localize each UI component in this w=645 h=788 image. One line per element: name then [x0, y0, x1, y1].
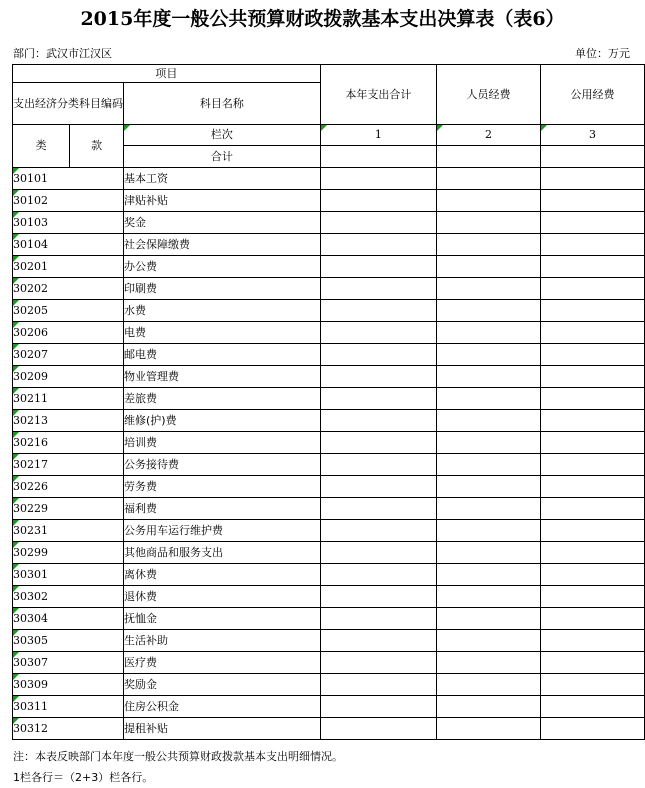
header-public: 公用经费 [541, 65, 645, 125]
row-value-cell [541, 322, 645, 344]
row-value-cell [541, 520, 645, 542]
row-code: 30307 [13, 652, 124, 674]
row-value-cell [437, 256, 541, 278]
row-code: 30209 [13, 366, 124, 388]
table-row [13, 454, 645, 476]
row-value-cell [320, 300, 436, 322]
row-subject-name: 公务用车运行维护费 [124, 520, 321, 542]
row-value-cell [541, 674, 645, 696]
row-value-cell [320, 586, 436, 608]
header-lei: 类 [13, 125, 70, 168]
row-value-cell [320, 674, 436, 696]
table-row [13, 520, 645, 542]
table-row [13, 256, 645, 278]
cell-marker-icon [437, 125, 443, 131]
cell-marker-icon [13, 520, 19, 526]
header-subject-name: 科目名称 [124, 83, 321, 125]
row-value-cell [320, 542, 436, 564]
header-total: 本年支出合计 [320, 65, 436, 125]
table-row [13, 718, 645, 740]
cell-marker-icon [13, 564, 19, 570]
row-code: 30206 [13, 322, 124, 344]
row-code: 30301 [13, 564, 124, 586]
row-code: 30302 [13, 586, 124, 608]
cell-marker-icon [13, 278, 19, 284]
row-code: 30103 [13, 212, 124, 234]
row-code: 30213 [13, 410, 124, 432]
row-value-cell [320, 652, 436, 674]
row-value-cell [541, 212, 645, 234]
row-value-cell [437, 520, 541, 542]
cell-marker-icon [13, 256, 19, 262]
table-row [13, 498, 645, 520]
row-subject-name: 公务接待费 [124, 454, 321, 476]
report-title: 2015年度一般公共预算财政拨款基本支出决算表（表6） [80, 8, 565, 30]
row-value-cell [437, 696, 541, 718]
row-value-cell [437, 652, 541, 674]
row-value-cell [320, 256, 436, 278]
row-subject-name: 物业管理费 [124, 366, 321, 388]
table-row [13, 300, 645, 322]
table-row [13, 322, 645, 344]
row-subject-name: 印刷费 [124, 278, 321, 300]
row-value-cell [437, 476, 541, 498]
row-value-cell [320, 212, 436, 234]
cell-marker-icon [13, 432, 19, 438]
row-value-cell [437, 608, 541, 630]
row-code: 30309 [13, 674, 124, 696]
row-code: 30304 [13, 608, 124, 630]
table-row [13, 586, 645, 608]
row-value-cell [541, 256, 645, 278]
cell-marker-icon [13, 366, 19, 372]
row-subject-name: 劳务费 [124, 476, 321, 498]
total-cell [437, 146, 541, 168]
row-value-cell [437, 542, 541, 564]
row-value-cell [541, 564, 645, 586]
row-value-cell [437, 190, 541, 212]
row-value-cell [437, 344, 541, 366]
row-value-cell [437, 630, 541, 652]
column-row-label: 栏次 [124, 125, 321, 146]
row-value-cell [320, 432, 436, 454]
row-value-cell [541, 432, 645, 454]
row-value-cell [437, 410, 541, 432]
row-code: 30207 [13, 344, 124, 366]
row-value-cell [320, 630, 436, 652]
header-personnel: 人员经费 [437, 65, 541, 125]
row-code: 30202 [13, 278, 124, 300]
expenditure-table [12, 64, 645, 740]
header-code-group: 支出经济分类科目编码 [13, 83, 124, 125]
row-value-cell [541, 300, 645, 322]
row-subject-name: 邮电费 [124, 344, 321, 366]
row-value-cell [541, 542, 645, 564]
cell-marker-icon [321, 125, 327, 131]
row-value-cell [541, 652, 645, 674]
cell-marker-icon [13, 630, 19, 636]
cell-marker-icon [541, 125, 547, 131]
row-value-cell [320, 366, 436, 388]
row-value-cell [320, 234, 436, 256]
row-value-cell [541, 586, 645, 608]
row-value-cell [437, 212, 541, 234]
row-value-cell [541, 718, 645, 740]
table-row [13, 234, 645, 256]
cell-marker-icon [13, 322, 19, 328]
row-code: 30299 [13, 542, 124, 564]
table-row [13, 674, 645, 696]
row-value-cell [541, 454, 645, 476]
row-subject-name: 退休费 [124, 586, 321, 608]
row-code: 30311 [13, 696, 124, 718]
cell-marker-icon [13, 498, 19, 504]
row-value-cell [320, 278, 436, 300]
row-code: 30305 [13, 630, 124, 652]
row-code: 30217 [13, 454, 124, 476]
row-value-cell [320, 498, 436, 520]
row-code: 30201 [13, 256, 124, 278]
row-value-cell [320, 520, 436, 542]
cell-marker-icon [13, 300, 19, 306]
row-subject-name: 其他商品和服务支出 [124, 542, 321, 564]
row-code: 30101 [13, 168, 124, 190]
row-value-cell [437, 564, 541, 586]
row-value-cell [320, 168, 436, 190]
row-code: 30312 [13, 718, 124, 740]
cell-marker-icon [13, 608, 19, 614]
row-subject-name: 福利费 [124, 498, 321, 520]
row-value-cell [320, 608, 436, 630]
row-value-cell [320, 476, 436, 498]
row-value-cell [320, 322, 436, 344]
row-value-cell [437, 432, 541, 454]
total-label: 合计 [124, 146, 321, 168]
row-subject-name: 津贴补贴 [124, 190, 321, 212]
row-value-cell [437, 322, 541, 344]
column-number-3: 3 [541, 125, 645, 146]
row-value-cell [437, 454, 541, 476]
table-row [13, 388, 645, 410]
row-subject-name: 维修(护)费 [124, 410, 321, 432]
unit-label: 单位：万元 [575, 47, 630, 60]
row-subject-name: 水费 [124, 300, 321, 322]
table-row [13, 212, 645, 234]
cell-marker-icon [13, 212, 19, 218]
table-row [13, 278, 645, 300]
row-subject-name: 电费 [124, 322, 321, 344]
column-number-2: 2 [437, 125, 541, 146]
cell-marker-icon [13, 190, 19, 196]
row-value-cell [541, 498, 645, 520]
row-value-cell [437, 234, 541, 256]
row-value-cell [320, 718, 436, 740]
table-row [13, 564, 645, 586]
row-code: 30102 [13, 190, 124, 212]
row-value-cell [541, 168, 645, 190]
row-subject-name: 差旅费 [124, 388, 321, 410]
row-value-cell [320, 410, 436, 432]
table-row [13, 652, 645, 674]
row-code: 30104 [13, 234, 124, 256]
cell-marker-icon [13, 476, 19, 482]
row-value-cell [541, 366, 645, 388]
row-value-cell [541, 608, 645, 630]
total-cell [541, 146, 645, 168]
row-subject-name: 社会保障缴费 [124, 234, 321, 256]
footnote: 1栏各行＝（2+3）栏各行。 [13, 771, 154, 784]
header-project: 项目 [13, 65, 321, 83]
row-value-cell [320, 190, 436, 212]
row-value-cell [437, 586, 541, 608]
row-subject-name: 奖励金 [124, 674, 321, 696]
row-code: 30205 [13, 300, 124, 322]
cell-marker-icon [13, 388, 19, 394]
row-value-cell [541, 190, 645, 212]
row-value-cell [437, 674, 541, 696]
cell-marker-icon [13, 674, 19, 680]
footnote: 注：本表反映部门本年度一般公共预算财政拨款基本支出明细情况。 [13, 750, 343, 763]
cell-marker-icon [124, 125, 130, 131]
row-subject-name: 医疗费 [124, 652, 321, 674]
row-value-cell [320, 344, 436, 366]
row-value-cell [320, 564, 436, 586]
row-subject-name: 抚恤金 [124, 608, 321, 630]
row-value-cell [320, 696, 436, 718]
row-value-cell [437, 300, 541, 322]
row-value-cell [541, 344, 645, 366]
row-value-cell [437, 388, 541, 410]
row-code: 30226 [13, 476, 124, 498]
column-number-1: 1 [320, 125, 436, 146]
cell-marker-icon [13, 234, 19, 240]
table-row [13, 476, 645, 498]
row-subject-name: 离休费 [124, 564, 321, 586]
cell-marker-icon [13, 696, 19, 702]
row-subject-name: 奖金 [124, 212, 321, 234]
row-value-cell [437, 718, 541, 740]
row-code: 30216 [13, 432, 124, 454]
cell-marker-icon [13, 718, 19, 724]
cell-marker-icon [13, 454, 19, 460]
row-subject-name: 办公费 [124, 256, 321, 278]
row-value-cell [541, 234, 645, 256]
row-subject-name: 培训费 [124, 432, 321, 454]
row-value-cell [437, 278, 541, 300]
table-row [13, 630, 645, 652]
table-row [13, 608, 645, 630]
row-code: 30229 [13, 498, 124, 520]
row-value-cell [541, 476, 645, 498]
row-value-cell [541, 278, 645, 300]
row-value-cell [437, 168, 541, 190]
row-value-cell [541, 630, 645, 652]
table-row [13, 366, 645, 388]
cell-marker-icon [13, 542, 19, 548]
row-value-cell [541, 696, 645, 718]
table-row [13, 344, 645, 366]
cell-marker-icon [13, 168, 19, 174]
department-label: 部门：武汉市江汉区 [13, 47, 112, 60]
row-subject-name: 基本工资 [124, 168, 321, 190]
cell-marker-icon [13, 586, 19, 592]
cell-marker-icon [13, 410, 19, 416]
row-value-cell [541, 388, 645, 410]
row-code: 30231 [13, 520, 124, 542]
row-subject-name: 住房公积金 [124, 696, 321, 718]
table-row [13, 542, 645, 564]
table-row [13, 190, 645, 212]
table-row [13, 696, 645, 718]
table-row [13, 410, 645, 432]
total-cell [320, 146, 436, 168]
cell-marker-icon [13, 344, 19, 350]
cell-marker-icon [13, 652, 19, 658]
table-row [13, 168, 645, 190]
row-value-cell [320, 454, 436, 476]
row-subject-name: 生活补助 [124, 630, 321, 652]
table-row [13, 432, 645, 454]
row-value-cell [320, 388, 436, 410]
row-code: 30211 [13, 388, 124, 410]
row-value-cell [437, 498, 541, 520]
row-subject-name: 提租补贴 [124, 718, 321, 740]
row-value-cell [541, 410, 645, 432]
header-kuan: 款 [70, 125, 124, 168]
row-value-cell [437, 366, 541, 388]
